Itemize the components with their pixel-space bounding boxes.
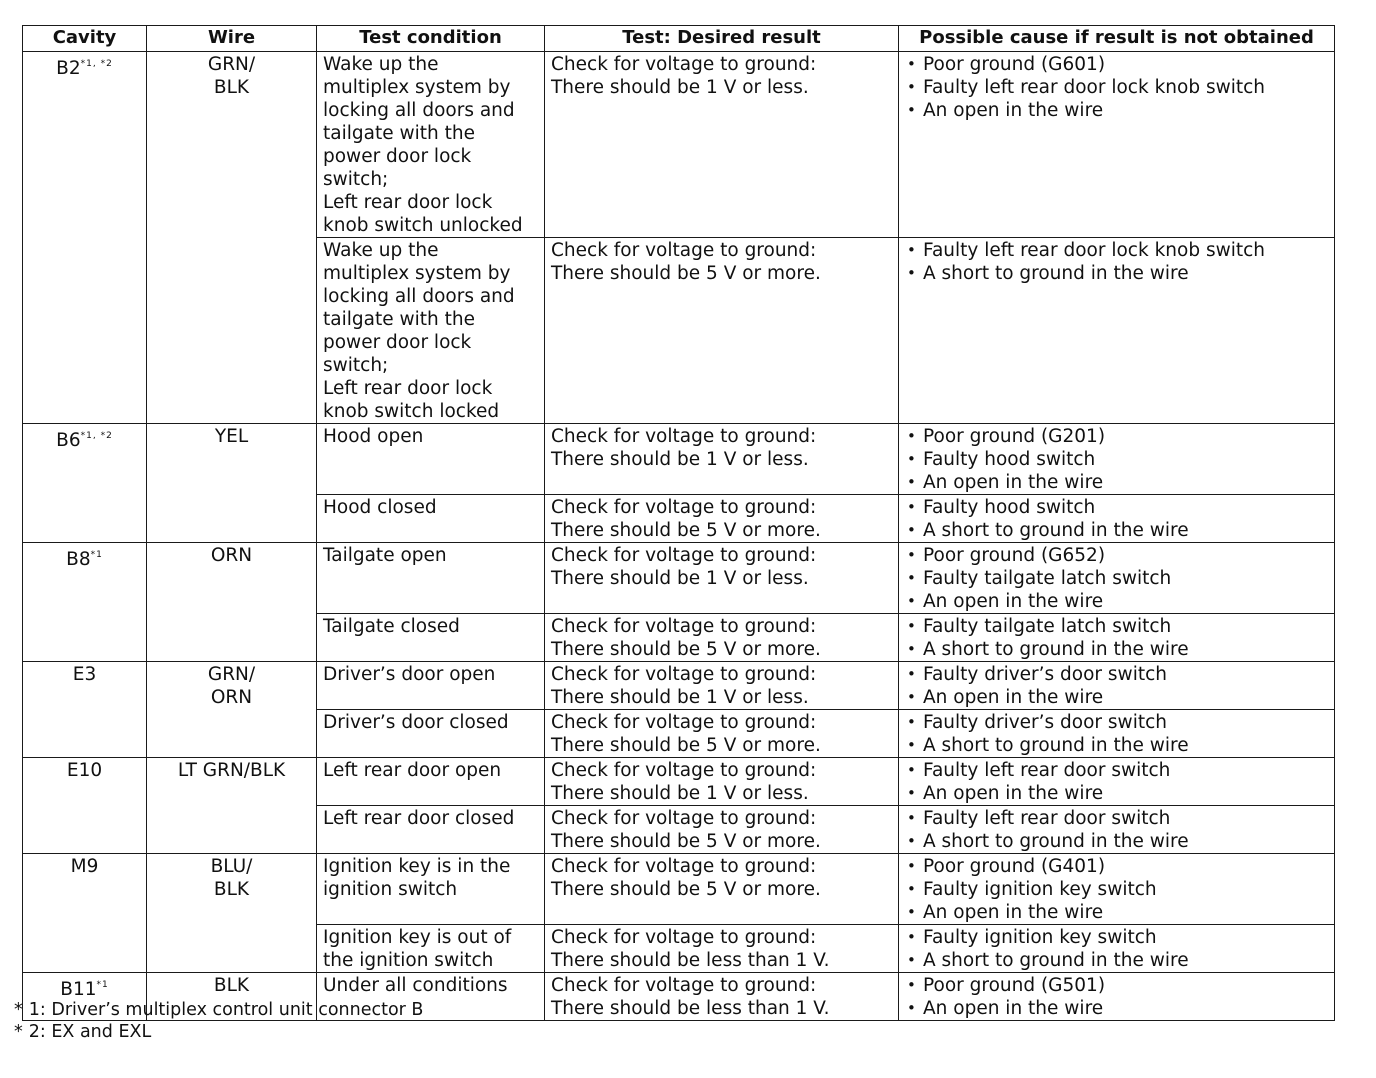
wire-line: BLK xyxy=(213,77,250,98)
cavity-note: *1 xyxy=(96,980,109,990)
cavity-label: E10 xyxy=(66,760,103,781)
wire-line: YEL xyxy=(214,426,249,447)
cause-item: • An open in the wire xyxy=(905,901,1328,924)
wire-cell xyxy=(147,854,317,973)
cavity-cell xyxy=(23,758,147,854)
wire-cell xyxy=(147,543,317,662)
cavity-cell xyxy=(23,424,147,543)
condition-line: Hood closed xyxy=(323,497,437,518)
cavity-label: B2 xyxy=(56,58,81,79)
cavity-cell xyxy=(23,662,147,758)
result-line: There should be 5 V or more. xyxy=(551,520,821,541)
possible-cause-cell xyxy=(899,543,1335,614)
cause-item: • Faulty tailgate latch switch xyxy=(905,567,1328,590)
possible-cause-cell xyxy=(899,495,1335,543)
header-desired-result: Test: Desired result xyxy=(545,26,899,52)
condition-line: switch; xyxy=(323,355,389,376)
wire-cell xyxy=(147,662,317,758)
test-condition-cell xyxy=(317,495,545,543)
test-condition-cell xyxy=(317,424,545,495)
result-line: There should be 1 V or less. xyxy=(551,783,809,804)
condition-line: power door lock xyxy=(323,332,472,353)
result-line: Check for voltage to ground: xyxy=(551,426,817,447)
result-line: Check for voltage to ground: xyxy=(551,927,817,948)
possible-cause-cell xyxy=(899,854,1335,925)
cause-item: • Faulty hood switch xyxy=(905,448,1328,471)
test-condition-cell xyxy=(317,854,545,925)
condition-line: Wake up the xyxy=(323,54,439,75)
result-line: There should be 1 V or less. xyxy=(551,449,809,470)
condition-line: Tailgate open xyxy=(323,545,447,566)
condition-line: Hood open xyxy=(323,426,424,447)
desired-result-cell xyxy=(545,424,899,495)
cavity-note: *1, *2 xyxy=(80,59,113,69)
condition-line: Driver’s door open xyxy=(323,664,496,685)
test-condition-cell xyxy=(317,710,545,758)
header-row xyxy=(23,26,1335,52)
result-line: There should be 5 V or more. xyxy=(551,735,821,756)
wire-line: ORN xyxy=(210,687,253,708)
result-line: Check for voltage to ground: xyxy=(551,54,817,75)
cavity-label: B8 xyxy=(66,549,91,570)
table-row xyxy=(23,424,1335,495)
test-table-sheet xyxy=(22,25,1334,1021)
cavity-note: *1 xyxy=(90,550,103,560)
condition-line: knob switch unlocked xyxy=(323,215,523,236)
footnote-text: 2: EX and EXL xyxy=(28,1022,152,1042)
table-row xyxy=(23,662,1335,710)
wire-cell xyxy=(147,52,317,424)
table-row xyxy=(23,52,1335,238)
test-condition-cell xyxy=(317,925,545,973)
result-line: Check for voltage to ground: xyxy=(551,664,817,685)
possible-cause-cell xyxy=(899,806,1335,854)
condition-line: Under all conditions xyxy=(323,975,508,996)
result-line: Check for voltage to ground: xyxy=(551,545,817,566)
test-condition-cell xyxy=(317,758,545,806)
header-cavity: Cavity xyxy=(23,26,147,52)
footnote xyxy=(14,1021,423,1043)
condition-line: power door lock xyxy=(323,146,472,167)
condition-line: multiplex system by xyxy=(323,77,511,98)
desired-result-cell xyxy=(545,52,899,238)
table-body xyxy=(23,52,1335,1021)
result-line: There should be 1 V or less. xyxy=(551,568,809,589)
cause-item: • Faulty driver’s door switch xyxy=(905,663,1328,686)
result-line: Check for voltage to ground: xyxy=(551,975,817,996)
condition-line: switch; xyxy=(323,169,389,190)
cause-item: • An open in the wire xyxy=(905,99,1328,122)
possible-cause-cell xyxy=(899,614,1335,662)
result-line: There should be less than 1 V. xyxy=(551,950,830,971)
desired-result-cell xyxy=(545,238,899,424)
condition-line: ignition switch xyxy=(323,879,458,900)
cause-item: • A short to ground in the wire xyxy=(905,262,1328,285)
condition-line: Driver’s door closed xyxy=(323,712,509,733)
cause-item: • Poor ground (G652) xyxy=(905,544,1328,567)
result-line: Check for voltage to ground: xyxy=(551,856,817,877)
result-line: There should be less than 1 V. xyxy=(551,998,830,1019)
condition-line: Ignition key is out of xyxy=(323,927,512,948)
result-line: Check for voltage to ground: xyxy=(551,712,817,733)
condition-line: Ignition key is in the xyxy=(323,856,511,877)
result-line: There should be 1 V or less. xyxy=(551,687,809,708)
wire-line: BLK xyxy=(213,879,250,900)
cause-item: • Faulty ignition key switch xyxy=(905,878,1328,901)
condition-line: Wake up the xyxy=(323,240,439,261)
result-line: There should be 5 V or more. xyxy=(551,831,821,852)
desired-result-cell xyxy=(545,973,899,1021)
possible-cause-cell xyxy=(899,925,1335,973)
possible-cause-cell xyxy=(899,710,1335,758)
header-wire: Wire xyxy=(147,26,317,52)
possible-cause-cell xyxy=(899,52,1335,238)
result-line: There should be 5 V or more. xyxy=(551,879,821,900)
cause-item: • A short to ground in the wire xyxy=(905,949,1328,972)
cause-item: • Faulty hood switch xyxy=(905,496,1328,519)
result-line: There should be 5 V or more. xyxy=(551,639,821,660)
condition-line: Left rear door lock xyxy=(323,192,493,213)
cavity-label: B11 xyxy=(60,979,97,1000)
footnotes xyxy=(14,999,423,1043)
cause-item: • A short to ground in the wire xyxy=(905,830,1328,853)
wire-line: BLU/ xyxy=(210,856,253,877)
result-line: Check for voltage to ground: xyxy=(551,808,817,829)
condition-line: Left rear door closed xyxy=(323,808,515,829)
footnote xyxy=(14,999,423,1021)
possible-cause-cell xyxy=(899,758,1335,806)
cause-item: • An open in the wire xyxy=(905,590,1328,613)
condition-line: locking all doors and xyxy=(323,100,515,121)
cause-item: • Poor ground (G501) xyxy=(905,974,1328,997)
result-line: Check for voltage to ground: xyxy=(551,760,817,781)
desired-result-cell xyxy=(545,614,899,662)
condition-line: locking all doors and xyxy=(323,286,515,307)
cause-item: • An open in the wire xyxy=(905,686,1328,709)
cause-item: • Faulty left rear door lock knob switch xyxy=(905,76,1328,99)
test-condition-cell xyxy=(317,238,545,424)
cause-item: • A short to ground in the wire xyxy=(905,638,1328,661)
result-line: Check for voltage to ground: xyxy=(551,616,817,637)
wire-line: LT GRN/BLK xyxy=(177,760,286,781)
cause-item: • Faulty left rear door lock knob switch xyxy=(905,239,1328,262)
table-row xyxy=(23,543,1335,614)
cause-item: • An open in the wire xyxy=(905,782,1328,805)
wire-cell xyxy=(147,424,317,543)
result-line: Check for voltage to ground: xyxy=(551,497,817,518)
possible-cause-cell xyxy=(899,662,1335,710)
cause-item: • Faulty left rear door switch xyxy=(905,807,1328,830)
desired-result-cell xyxy=(545,495,899,543)
condition-line: tailgate with the xyxy=(323,123,475,144)
footnote-mark: * xyxy=(14,1022,23,1042)
test-condition-cell xyxy=(317,614,545,662)
cause-item: • Poor ground (G401) xyxy=(905,855,1328,878)
desired-result-cell xyxy=(545,758,899,806)
cavity-label: E3 xyxy=(72,664,97,685)
desired-result-cell xyxy=(545,925,899,973)
cause-item: • Faulty tailgate latch switch xyxy=(905,615,1328,638)
cause-item: • Poor ground (G601) xyxy=(905,53,1328,76)
desired-result-cell xyxy=(545,662,899,710)
desired-result-cell xyxy=(545,710,899,758)
wire-line: BLK xyxy=(213,975,250,996)
desired-result-cell xyxy=(545,543,899,614)
table-row xyxy=(23,758,1335,806)
condition-line: Tailgate closed xyxy=(323,616,460,637)
cause-item: • Faulty driver’s door switch xyxy=(905,711,1328,734)
result-line: Check for voltage to ground: xyxy=(551,240,817,261)
cavity-label: M9 xyxy=(70,856,99,877)
cavity-cell xyxy=(23,854,147,973)
cause-item: • A short to ground in the wire xyxy=(905,734,1328,757)
condition-line: Left rear door lock xyxy=(323,378,493,399)
cause-item: • Poor ground (G201) xyxy=(905,425,1328,448)
test-condition-cell xyxy=(317,543,545,614)
test-condition-cell xyxy=(317,662,545,710)
condition-line: tailgate with the xyxy=(323,309,475,330)
cause-item: • Faulty ignition key switch xyxy=(905,926,1328,949)
cause-item: • An open in the wire xyxy=(905,997,1328,1020)
cavity-cell xyxy=(23,52,147,424)
condition-line: multiplex system by xyxy=(323,263,511,284)
cause-item: • An open in the wire xyxy=(905,471,1328,494)
wire-line: GRN/ xyxy=(207,54,256,75)
cause-item: • A short to ground in the wire xyxy=(905,519,1328,542)
wire-line: ORN xyxy=(210,545,253,566)
test-condition-cell xyxy=(317,52,545,238)
condition-line: knob switch locked xyxy=(323,401,500,422)
possible-cause-cell xyxy=(899,424,1335,495)
cavity-cell xyxy=(23,543,147,662)
table-row xyxy=(23,854,1335,925)
header-test-condition: Test condition xyxy=(317,26,545,52)
header-possible-cause: Possible cause if result is not obtained xyxy=(899,26,1335,52)
footnote-mark: * xyxy=(14,1000,23,1020)
cause-item: • Faulty left rear door switch xyxy=(905,759,1328,782)
wire-cell xyxy=(147,758,317,854)
cavity-note: *1, *2 xyxy=(80,431,113,441)
condition-line: Left rear door open xyxy=(323,760,502,781)
possible-cause-cell xyxy=(899,238,1335,424)
footnote-text: 1: Driver’s multiplex control unit connector B xyxy=(28,1000,424,1020)
desired-result-cell xyxy=(545,854,899,925)
terminal-test-table xyxy=(22,25,1335,1021)
cavity-label: B6 xyxy=(56,430,81,451)
wire-line: GRN/ xyxy=(207,664,256,685)
condition-line: the ignition switch xyxy=(323,950,494,971)
result-line: There should be 5 V or more. xyxy=(551,263,821,284)
possible-cause-cell xyxy=(899,973,1335,1021)
result-line: There should be 1 V or less. xyxy=(551,77,809,98)
desired-result-cell xyxy=(545,806,899,854)
test-condition-cell xyxy=(317,806,545,854)
